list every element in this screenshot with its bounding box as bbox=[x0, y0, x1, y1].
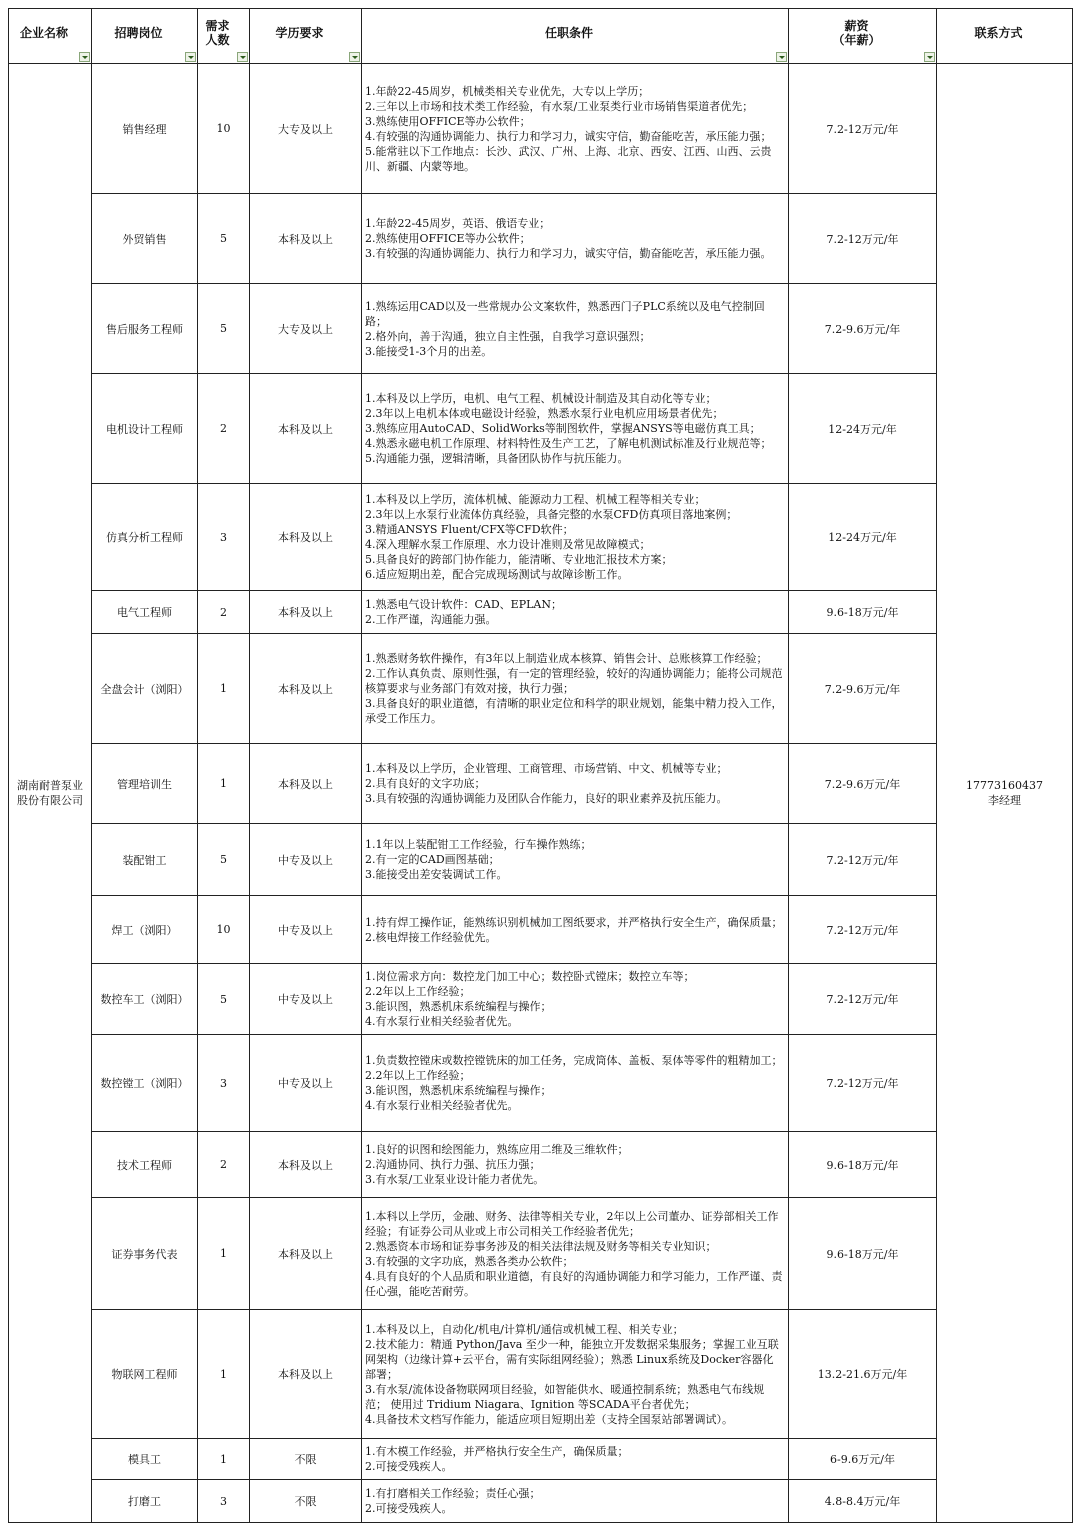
position-cell: 物联网工程师 bbox=[92, 1310, 198, 1439]
requirements-cell: 1.持有焊工操作证，能熟练识别机械加工图纸要求，并严格执行安全生产，确保质量； 2.核电焊接工作经验优先。 bbox=[362, 896, 789, 964]
position-cell: 装配钳工 bbox=[92, 824, 198, 896]
position-cell: 技术工程师 bbox=[92, 1132, 198, 1198]
position-cell: 打磨工 bbox=[92, 1480, 198, 1523]
education-cell: 中专及以上 bbox=[250, 896, 362, 964]
table-row bbox=[9, 1132, 1073, 1198]
header-requirements bbox=[362, 9, 789, 64]
education-cell: 本科及以上 bbox=[250, 591, 362, 634]
education-cell: 本科及以上 bbox=[250, 744, 362, 824]
table-row bbox=[9, 591, 1073, 634]
education-cell: 本科及以上 bbox=[250, 634, 362, 744]
header-position-label: 招聘岗位 bbox=[114, 26, 163, 40]
position-cell: 电机设计工程师 bbox=[92, 374, 198, 484]
education-cell: 本科及以上 bbox=[250, 1198, 362, 1310]
filter-dropdown-icon[interactable] bbox=[185, 52, 196, 62]
requirements-cell: 1.有打磨相关工作经验；责任心强； 2.可接受残疾人。 bbox=[362, 1480, 789, 1523]
position-cell: 焊工（浏阳） bbox=[92, 896, 198, 964]
header-requirements-label: 任职条件 bbox=[544, 26, 593, 40]
header-position bbox=[92, 9, 198, 64]
header-count-label: 需求 人数 bbox=[205, 19, 230, 47]
filter-dropdown-icon[interactable] bbox=[924, 52, 935, 62]
salary-cell: 7.2-12万元/年 bbox=[789, 896, 937, 964]
position-cell: 外贸销售 bbox=[92, 194, 198, 284]
contact-cell: 17773160437 李经理 bbox=[937, 64, 1073, 1523]
headcount-cell: 1 bbox=[198, 634, 250, 744]
position-cell: 电气工程师 bbox=[92, 591, 198, 634]
education-cell: 不限 bbox=[250, 1439, 362, 1480]
requirements-cell: 1.本科及以上学历，电机、电气工程、机械设计制造及其自动化等专业； 2.3年以上电机本体或电磁设计经验，熟悉水泵行业电机应用场景者优先； 3.熟练应用AutoCAD、SolidWorks等制图软件，掌握ANSYS等电磁仿真工具； 4.熟悉永磁电机工作原理、材料特性及生产工艺，了解电机测试标准及行业规范等； 5.沟通能力强，逻辑清晰，具备团队协作与抗压能力。 bbox=[362, 374, 789, 484]
position-cell: 管理培训生 bbox=[92, 744, 198, 824]
headcount-cell: 10 bbox=[198, 896, 250, 964]
salary-cell: 7.2-9.6万元/年 bbox=[789, 284, 937, 374]
requirements-cell: 1.良好的识图和绘图能力，熟练应用二维及三维软件； 2.沟通协同、执行力强、抗压力强； 3.有水泵/工业泵业设计能力者优先。 bbox=[362, 1132, 789, 1198]
table-row bbox=[9, 1480, 1073, 1523]
header-row bbox=[9, 9, 1073, 64]
requirements-cell: 1.岗位需求方向：数控龙门加工中心；数控卧式镗床；数控立车等； 2.2年以上工作经验； 3.能识图，熟悉机床系统编程与操作； 4.有水泵行业相关经验者优先。 bbox=[362, 964, 789, 1035]
requirements-cell: 1.1年以上装配钳工工作经验，行车操作熟练； 2.有一定的CAD画图基础； 3.能接受出差安装调试工作。 bbox=[362, 824, 789, 896]
table-row bbox=[9, 374, 1073, 484]
position-cell: 销售经理 bbox=[92, 64, 198, 194]
requirements-cell: 1.本科及以上，自动化/机电/计算机/通信或机械工程、相关专业； 2.技术能力：精通 Python/Java 至少一种，能独立开发数据采集服务；掌握工业互联网架构（边缘计算+云平台，需有实际组网经验）；熟悉 Linux系统及Docker容器化部署； 3.有水泵/流体设备物联网项目经验，如智能供水、暖通控制系统；熟悉电气布线规范； 使用过 Tridium Niagara、Ignition 等SCADA平台者优先； 4.具备技术文档写作能力，能适应项目短期出差（支持全国泵站部署调试）。 bbox=[362, 1310, 789, 1439]
education-cell: 不限 bbox=[250, 1480, 362, 1523]
headcount-cell: 3 bbox=[198, 1035, 250, 1132]
requirements-cell: 1.本科以上学历，金融、财务、法律等相关专业，2年以上公司董办、证券部相关工作经验；有证券公司从业或上市公司相关工作经验者优先； 2.熟悉资本市场和证券事务涉及的相关法律法规及财务等相关专业知识； 3.有较强的文字功底，熟悉各类办公软件； 4.具有良好的个人品质和职业道德，有良好的沟通协调能力和学习能力，工作严谨、责任心强，能吃苦耐劳。 bbox=[362, 1198, 789, 1310]
headcount-cell: 5 bbox=[198, 964, 250, 1035]
position-cell: 数控车工（浏阳） bbox=[92, 964, 198, 1035]
salary-cell: 9.6-18万元/年 bbox=[789, 1198, 937, 1310]
headcount-cell: 3 bbox=[198, 484, 250, 591]
header-contact bbox=[937, 9, 1073, 64]
header-salary bbox=[789, 9, 937, 64]
headcount-cell: 1 bbox=[198, 1198, 250, 1310]
headcount-cell: 2 bbox=[198, 374, 250, 484]
requirements-cell: 1.年龄22-45周岁，机械类相关专业优先，大专以上学历； 2.三年以上市场和技术类工作经验，有水泵/工业泵类行业市场销售渠道者优先； 3.熟练使用OFFICE等办公软件； 4.有较强的沟通协调能力、执行力和学习力，诚实守信，勤奋能吃苦，承压能力强； 5.能常驻以下工作地点：长沙、武汉、广州、上海、北京、西安、江西、山西、云贵川、新疆、内蒙等地。 bbox=[362, 64, 789, 194]
salary-cell: 6-9.6万元/年 bbox=[789, 1439, 937, 1480]
headcount-cell: 1 bbox=[198, 744, 250, 824]
education-cell: 本科及以上 bbox=[250, 194, 362, 284]
salary-cell: 9.6-18万元/年 bbox=[789, 1132, 937, 1198]
position-cell: 全盘会计（浏阳） bbox=[92, 634, 198, 744]
header-education-label: 学历要求 bbox=[275, 26, 324, 40]
filter-dropdown-icon[interactable] bbox=[237, 52, 248, 62]
table-row bbox=[9, 1439, 1073, 1480]
salary-cell: 13.2-21.6万元/年 bbox=[789, 1310, 937, 1439]
requirements-cell: 1.年龄22-45周岁，英语、俄语专业； 2.熟练使用OFFICE等办公软件； 3.有较强的沟通协调能力、执行力和学习力，诚实守信，勤奋能吃苦，承压能力强。 bbox=[362, 194, 789, 284]
requirements-cell: 1.熟悉财务软件操作，有3年以上制造业成本核算、销售会计、总账核算工作经验； 2.工作认真负责、原则性强，有一定的管理经验，较好的沟通协调能力；能将公司规范核算要求与业务部门有效对接，执行力强； 3.具备良好的职业道德，有清晰的职业定位和科学的职业规划，能集中精力投入工作，承受工作压力。 bbox=[362, 634, 789, 744]
salary-cell: 7.2-12万元/年 bbox=[789, 194, 937, 284]
filter-dropdown-icon[interactable] bbox=[776, 52, 787, 62]
position-cell: 仿真分析工程师 bbox=[92, 484, 198, 591]
education-cell: 中专及以上 bbox=[250, 824, 362, 896]
headcount-cell: 3 bbox=[198, 1480, 250, 1523]
table-row bbox=[9, 284, 1073, 374]
salary-cell: 12-24万元/年 bbox=[789, 484, 937, 591]
position-cell: 数控镗工（浏阳） bbox=[92, 1035, 198, 1132]
headcount-cell: 1 bbox=[198, 1439, 250, 1480]
header-salary-label: 薪资 （年薪） bbox=[832, 19, 881, 47]
requirements-cell: 1.本科及以上学历，流体机械、能源动力工程、机械工程等相关专业； 2.3年以上水泵行业流体仿真经验，具备完整的水泵CFD仿真项目落地案例； 3.精通ANSYS Fluent/CFX等CFD软件； 4.深入理解水泵工作原理、水力设计准则及常见故障模式； 5.具备良好的跨部门协作能力，能清晰、专业地汇报技术方案； 6.适应短期出差，配合完成现场测试与故障诊断工作。 bbox=[362, 484, 789, 591]
filter-dropdown-icon[interactable] bbox=[79, 52, 90, 62]
salary-cell: 7.2-9.6万元/年 bbox=[789, 634, 937, 744]
headcount-cell: 2 bbox=[198, 591, 250, 634]
headcount-cell: 1 bbox=[198, 1310, 250, 1439]
education-cell: 本科及以上 bbox=[250, 1310, 362, 1439]
salary-cell: 12-24万元/年 bbox=[789, 374, 937, 484]
position-cell: 模具工 bbox=[92, 1439, 198, 1480]
salary-cell: 9.6-18万元/年 bbox=[789, 591, 937, 634]
table-row bbox=[9, 964, 1073, 1035]
headcount-cell: 5 bbox=[198, 824, 250, 896]
salary-cell: 7.2-9.6万元/年 bbox=[789, 744, 937, 824]
table-row bbox=[9, 484, 1073, 591]
education-cell: 本科及以上 bbox=[250, 374, 362, 484]
requirements-cell: 1.熟悉电气设计软件：CAD、EPLAN； 2.工作严谨，沟通能力强。 bbox=[362, 591, 789, 634]
requirements-cell: 1.有木模工作经验，并严格执行安全生产，确保质量； 2.可接受残疾人。 bbox=[362, 1439, 789, 1480]
table-row bbox=[9, 744, 1073, 824]
recruitment-table bbox=[8, 8, 1073, 1523]
salary-cell: 4.8-8.4万元/年 bbox=[789, 1480, 937, 1523]
position-cell: 证券事务代表 bbox=[92, 1198, 198, 1310]
requirements-cell: 1.负责数控镗床或数控镗铣床的加工任务，完成筒体、盖板、泵体等零件的粗精加工； 2.2年以上工作经验； 3.能识图，熟悉机床系统编程与操作； 4.有水泵行业相关经验者优先。 bbox=[362, 1035, 789, 1132]
requirements-cell: 1.本科及以上学历，企业管理、工商管理、市场营销、中文、机械等专业； 2.具有良好的文字功底； 3.具有较强的沟通协调能力及团队合作能力，良好的职业素养及抗压能力。 bbox=[362, 744, 789, 824]
salary-cell: 7.2-12万元/年 bbox=[789, 1035, 937, 1132]
headcount-cell: 5 bbox=[198, 284, 250, 374]
headcount-cell: 2 bbox=[198, 1132, 250, 1198]
table-row bbox=[9, 634, 1073, 744]
table-row bbox=[9, 896, 1073, 964]
position-cell: 售后服务工程师 bbox=[92, 284, 198, 374]
table-row bbox=[9, 824, 1073, 896]
filter-dropdown-icon[interactable] bbox=[349, 52, 360, 62]
table-row bbox=[9, 64, 1073, 194]
education-cell: 中专及以上 bbox=[250, 964, 362, 1035]
table-row bbox=[9, 1198, 1073, 1310]
salary-cell: 7.2-12万元/年 bbox=[789, 964, 937, 1035]
education-cell: 本科及以上 bbox=[250, 1132, 362, 1198]
education-cell: 中专及以上 bbox=[250, 1035, 362, 1132]
requirements-cell: 1.熟练运用CAD以及一些常规办公文案软件，熟悉西门子PLC系统以及电气控制回路； 2.格外向，善于沟通，独立自主性强，自我学习意识强烈； 3.能接受1-3个月的出差。 bbox=[362, 284, 789, 374]
header-education bbox=[250, 9, 362, 64]
education-cell: 大专及以上 bbox=[250, 64, 362, 194]
table-row bbox=[9, 194, 1073, 284]
header-count bbox=[198, 9, 250, 64]
headcount-cell: 5 bbox=[198, 194, 250, 284]
table-row bbox=[9, 1035, 1073, 1132]
salary-cell: 7.2-12万元/年 bbox=[789, 64, 937, 194]
headcount-cell: 10 bbox=[198, 64, 250, 194]
header-company bbox=[9, 9, 92, 64]
salary-cell: 7.2-12万元/年 bbox=[789, 824, 937, 896]
header-company-label: 企业名称 bbox=[19, 26, 68, 40]
header-contact-label: 联系方式 bbox=[974, 26, 1023, 40]
company-name-cell: 湖南耐普泵业 股份有限公司 bbox=[9, 64, 92, 1523]
table-row bbox=[9, 1310, 1073, 1439]
education-cell: 本科及以上 bbox=[250, 484, 362, 591]
education-cell: 大专及以上 bbox=[250, 284, 362, 374]
